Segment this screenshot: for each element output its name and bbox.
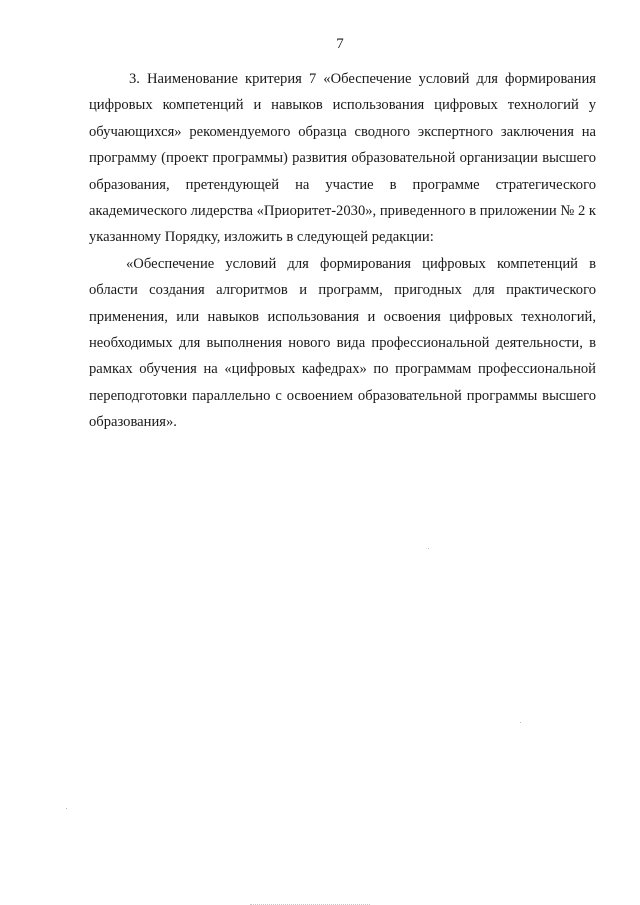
paragraph-new-wording: «Обеспечение условий для формирования цифровых компетенций в области создания алгоритмов и программ, пригодных для практического применения, или навыков использования и освоения цифровых технологий, необходимых для выполнения нового вида профессиональной деятельности, в рамках обучения на «цифровых кафедрах» по программам профессиональной переподготовки параллельно с освоением образовательной программы высшего образования».	[89, 255, 596, 431]
document-body	[89, 66, 596, 436]
paragraph-criterion-amendment: 3. Наименование критерия 7 «Обеспечение условий для формирования цифровых компетенций и навыков использования цифровых технологий у обучающихся» рекомендуемого образца сводного экспертного заключения на программу (проект программы) развития образовательной организации высшего образования, претендующей на участие в программе стратегического академического лидерства «Приоритет-2030», приведенного в приложении № 2 к указанному Порядку, изложить в следующей редакции:	[89, 71, 596, 246]
scan-speck	[428, 548, 429, 549]
scan-speck	[66, 808, 67, 809]
page-number: 7	[336, 36, 344, 52]
scan-speck	[520, 722, 521, 723]
